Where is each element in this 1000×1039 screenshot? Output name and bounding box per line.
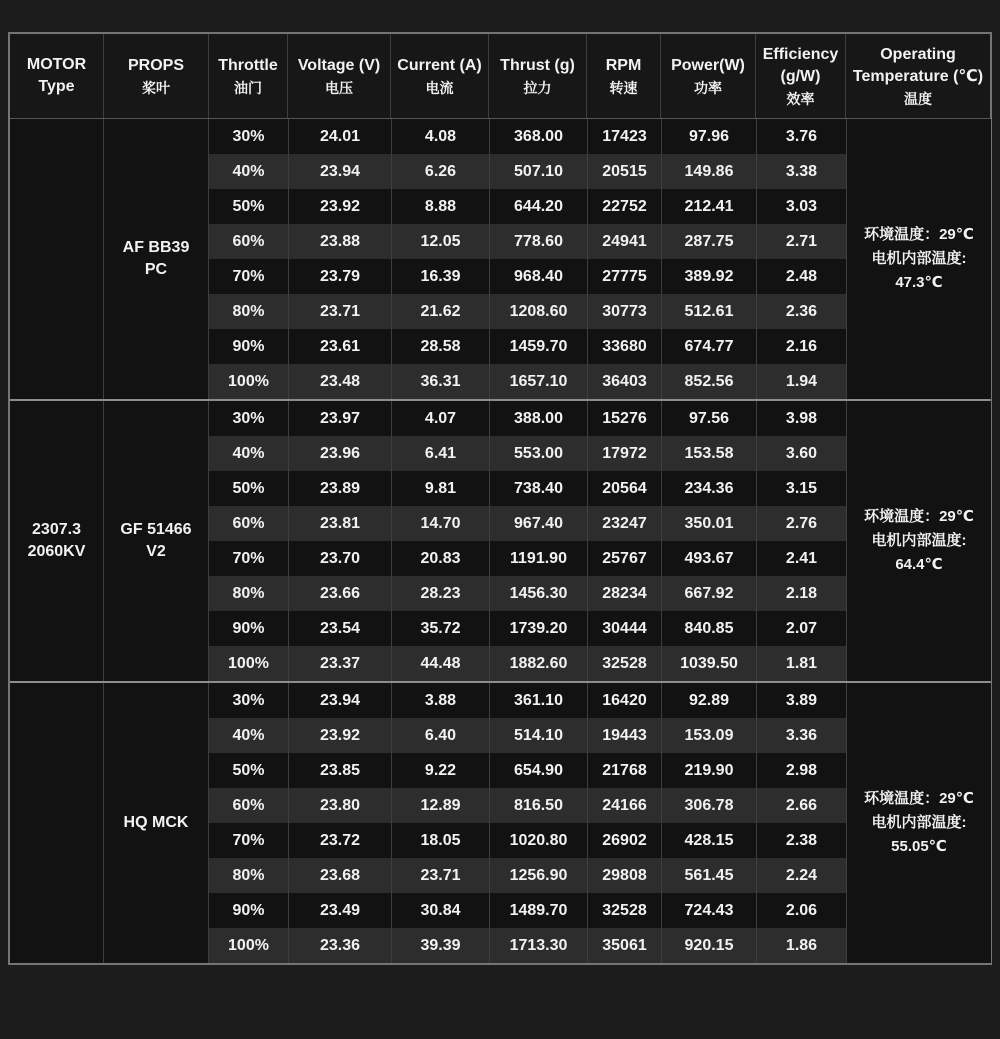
data-row — [209, 119, 846, 154]
data-row — [209, 753, 846, 788]
cell-rpm: 22752 — [587, 189, 661, 224]
data-row — [209, 683, 846, 718]
cell-efficiency: 2.06 — [756, 893, 846, 928]
cell-thrust: 1191.90 — [489, 541, 587, 576]
cell-efficiency: 2.76 — [756, 506, 846, 541]
cell-throttle: 80% — [232, 302, 265, 320]
cell-efficiency: 1.94 — [756, 364, 846, 399]
data-row — [209, 576, 846, 611]
throttle-data-rows — [208, 683, 846, 963]
cell-power: 840.85 — [661, 611, 756, 646]
cell-thrust: 514.10 — [489, 718, 587, 753]
data-row — [209, 788, 846, 823]
header-label-en: Current (A) — [397, 56, 482, 74]
header-label-en: Efficiency — [762, 45, 839, 63]
data-row — [209, 506, 846, 541]
cell-throttle: 60% — [232, 796, 265, 814]
cell-voltage: 23.61 — [288, 329, 391, 364]
temperature-line: 环境温度：29℃ — [864, 226, 974, 243]
cell-thrust: 816.50 — [489, 788, 587, 823]
cell-rpm: 27775 — [587, 259, 661, 294]
cell-voltage: 23.79 — [288, 259, 391, 294]
cell-rpm: 15276 — [587, 401, 661, 436]
temperature-line: 环境温度：29℃ — [864, 508, 974, 525]
cell-rpm: 24166 — [587, 788, 661, 823]
header-label-cn: 转速 — [609, 79, 638, 96]
cell-throttle: 40% — [232, 162, 265, 180]
cell-power: 428.15 — [661, 823, 756, 858]
cell-current: 8.88 — [391, 189, 489, 224]
cell-efficiency: 2.98 — [756, 753, 846, 788]
data-row — [209, 294, 846, 329]
cell-throttle: 30% — [232, 409, 265, 427]
cell-throttle: 60% — [232, 232, 265, 250]
data-row — [209, 928, 846, 963]
column-header-voltage — [287, 34, 390, 118]
cell-efficiency: 3.89 — [756, 683, 846, 718]
temperature-line: 64.4℃ — [895, 556, 943, 573]
cell-efficiency: 3.38 — [756, 154, 846, 189]
cell-efficiency: 2.07 — [756, 611, 846, 646]
column-header-throttle — [208, 34, 287, 118]
header-label-cn: 桨叶 — [142, 79, 170, 96]
data-row — [209, 224, 846, 259]
cell-thrust: 738.40 — [489, 471, 587, 506]
cell-power: 287.75 — [661, 224, 756, 259]
cell-throttle: 90% — [232, 619, 265, 637]
table-header-row — [10, 34, 990, 119]
cell-current: 36.31 — [391, 364, 489, 399]
data-row — [209, 858, 846, 893]
motor-type-cell — [10, 683, 103, 963]
column-header-efficiency — [755, 34, 845, 118]
cell-voltage: 23.94 — [288, 683, 391, 718]
cell-power: 389.92 — [661, 259, 756, 294]
cell-power: 724.43 — [661, 893, 756, 928]
cell-voltage: 23.49 — [288, 893, 391, 928]
cell-voltage: 23.72 — [288, 823, 391, 858]
column-header-power — [660, 34, 755, 118]
column-header-operating-temperature — [845, 34, 990, 118]
cell-current: 4.07 — [391, 401, 489, 436]
cell-current: 4.08 — [391, 119, 489, 154]
data-row — [209, 329, 846, 364]
cell-thrust: 1489.70 — [489, 893, 587, 928]
props-name-line: AF BB39 — [122, 239, 190, 256]
column-header-rpm — [586, 34, 660, 118]
cell-thrust: 644.20 — [489, 189, 587, 224]
cell-current: 23.71 — [391, 858, 489, 893]
header-label-cn: 电压 — [325, 79, 353, 96]
temperature-line: 环境温度：29℃ — [864, 790, 974, 807]
cell-current: 12.89 — [391, 788, 489, 823]
cell-rpm: 32528 — [587, 646, 661, 681]
cell-rpm: 20515 — [587, 154, 661, 189]
cell-thrust: 368.00 — [489, 119, 587, 154]
cell-current: 21.62 — [391, 294, 489, 329]
cell-voltage: 23.54 — [288, 611, 391, 646]
cell-rpm: 24941 — [587, 224, 661, 259]
operating-temperature-cell — [846, 683, 991, 963]
cell-current: 20.83 — [391, 541, 489, 576]
cell-efficiency: 2.36 — [756, 294, 846, 329]
cell-current: 6.41 — [391, 436, 489, 471]
cell-current: 18.05 — [391, 823, 489, 858]
cell-throttle: 100% — [228, 936, 269, 954]
cell-current: 39.39 — [391, 928, 489, 963]
header-label-en: Temperature (℃) — [852, 67, 984, 85]
cell-throttle: 100% — [228, 372, 269, 390]
cell-efficiency: 1.86 — [756, 928, 846, 963]
cell-rpm: 20564 — [587, 471, 661, 506]
props-name-line: HQ MCK — [123, 814, 189, 831]
props-name-line: V2 — [146, 543, 166, 560]
cell-power: 1039.50 — [661, 646, 756, 681]
cell-current: 30.84 — [391, 893, 489, 928]
cell-voltage: 23.88 — [288, 224, 391, 259]
cell-voltage: 23.92 — [288, 718, 391, 753]
data-row — [209, 893, 846, 928]
header-label-en: Throttle — [218, 56, 278, 74]
prop-section-2 — [10, 399, 990, 681]
cell-voltage: 23.68 — [288, 858, 391, 893]
cell-rpm: 36403 — [587, 364, 661, 399]
cell-efficiency: 2.71 — [756, 224, 846, 259]
cell-efficiency: 3.03 — [756, 189, 846, 224]
cell-throttle: 70% — [232, 267, 265, 285]
cell-thrust: 388.00 — [489, 401, 587, 436]
cell-throttle: 50% — [232, 479, 265, 497]
cell-thrust: 1657.10 — [489, 364, 587, 399]
cell-thrust: 361.10 — [489, 683, 587, 718]
temperature-line: 电机内部温度: — [871, 814, 967, 831]
cell-throttle: 70% — [232, 549, 265, 567]
cell-voltage: 23.94 — [288, 154, 391, 189]
header-label-en: MOTOR — [26, 56, 87, 73]
cell-throttle: 70% — [232, 831, 265, 849]
header-label-cn: 功率 — [694, 79, 722, 96]
cell-voltage: 23.96 — [288, 436, 391, 471]
cell-thrust: 1882.60 — [489, 646, 587, 681]
cell-rpm: 29808 — [587, 858, 661, 893]
cell-thrust: 967.40 — [489, 506, 587, 541]
props-name-line: PC — [144, 261, 168, 278]
cell-current: 9.22 — [391, 753, 489, 788]
data-row — [209, 541, 846, 576]
throttle-data-rows — [208, 401, 846, 681]
cell-power: 97.56 — [661, 401, 756, 436]
column-header-thrust — [488, 34, 586, 118]
data-row — [209, 259, 846, 294]
cell-rpm: 23247 — [587, 506, 661, 541]
throttle-data-rows — [208, 119, 846, 399]
cell-thrust: 553.00 — [489, 436, 587, 471]
cell-rpm: 17972 — [587, 436, 661, 471]
cell-voltage: 23.80 — [288, 788, 391, 823]
cell-voltage: 23.66 — [288, 576, 391, 611]
cell-current: 3.88 — [391, 683, 489, 718]
cell-rpm: 25767 — [587, 541, 661, 576]
column-header-props — [103, 34, 208, 118]
header-label-en: Power(W) — [671, 56, 745, 74]
cell-rpm: 16420 — [587, 683, 661, 718]
cell-thrust: 778.60 — [489, 224, 587, 259]
cell-current: 28.23 — [391, 576, 489, 611]
cell-thrust: 1713.30 — [489, 928, 587, 963]
data-row — [209, 436, 846, 471]
header-label-en: Operating — [880, 45, 956, 63]
cell-power: 493.67 — [661, 541, 756, 576]
data-row — [209, 646, 846, 681]
cell-power: 350.01 — [661, 506, 756, 541]
table-body — [10, 119, 990, 963]
cell-thrust: 1256.90 — [489, 858, 587, 893]
motor-type-cell — [10, 401, 103, 681]
cell-efficiency: 3.98 — [756, 401, 846, 436]
data-row — [209, 471, 846, 506]
cell-voltage: 23.81 — [288, 506, 391, 541]
header-label-cn: 效率 — [786, 90, 815, 107]
cell-current: 6.26 — [391, 154, 489, 189]
cell-throttle: 60% — [232, 514, 265, 532]
cell-throttle: 80% — [232, 584, 265, 602]
cell-efficiency: 2.18 — [756, 576, 846, 611]
temperature-line: 电机内部温度: — [871, 250, 967, 267]
temperature-line: 电机内部温度: — [871, 532, 967, 549]
cell-throttle: 30% — [232, 691, 265, 709]
cell-efficiency: 2.66 — [756, 788, 846, 823]
cell-efficiency: 3.36 — [756, 718, 846, 753]
cell-power: 153.09 — [661, 718, 756, 753]
props-cell — [103, 401, 208, 681]
cell-efficiency: 2.16 — [756, 329, 846, 364]
cell-throttle: 90% — [232, 337, 265, 355]
cell-power: 149.86 — [661, 154, 756, 189]
header-label-en: Voltage (V) — [297, 56, 381, 74]
motor-type-line: 2060KV — [27, 543, 86, 560]
cell-power: 920.15 — [661, 928, 756, 963]
props-name-line: GF 51466 — [120, 521, 192, 538]
cell-power: 561.45 — [661, 858, 756, 893]
cell-power: 667.92 — [661, 576, 756, 611]
cell-thrust: 1208.60 — [489, 294, 587, 329]
header-label-en: Type — [38, 78, 75, 95]
cell-throttle: 50% — [232, 197, 265, 215]
cell-efficiency: 3.15 — [756, 471, 846, 506]
data-row — [209, 154, 846, 189]
cell-rpm: 33680 — [587, 329, 661, 364]
motor-type-line: 2307.3 — [32, 521, 81, 538]
cell-rpm: 30444 — [587, 611, 661, 646]
props-cell — [103, 119, 208, 399]
operating-temperature-cell — [846, 119, 991, 399]
cell-voltage: 23.71 — [288, 294, 391, 329]
cell-efficiency: 2.41 — [756, 541, 846, 576]
cell-throttle: 90% — [232, 901, 265, 919]
cell-efficiency: 2.48 — [756, 259, 846, 294]
cell-power: 306.78 — [661, 788, 756, 823]
data-row — [209, 718, 846, 753]
cell-rpm: 19443 — [587, 718, 661, 753]
header-label-cn: 电流 — [425, 79, 454, 96]
cell-power: 212.41 — [661, 189, 756, 224]
cell-voltage: 24.01 — [288, 119, 391, 154]
header-label-cn: 油门 — [234, 79, 262, 96]
cell-rpm: 35061 — [587, 928, 661, 963]
cell-rpm: 26902 — [587, 823, 661, 858]
cell-rpm: 32528 — [587, 893, 661, 928]
cell-current: 9.81 — [391, 471, 489, 506]
prop-section-1 — [10, 119, 990, 399]
cell-rpm: 17423 — [587, 119, 661, 154]
temperature-line: 55.05℃ — [891, 838, 947, 855]
data-row — [209, 611, 846, 646]
column-header-motor-type — [10, 34, 103, 118]
props-cell — [103, 683, 208, 963]
cell-throttle: 40% — [232, 726, 265, 744]
cell-current: 44.48 — [391, 646, 489, 681]
cell-thrust: 654.90 — [489, 753, 587, 788]
cell-current: 16.39 — [391, 259, 489, 294]
operating-temperature-cell — [846, 401, 991, 681]
temperature-line: 47.3℃ — [895, 274, 943, 291]
cell-current: 35.72 — [391, 611, 489, 646]
cell-efficiency: 3.60 — [756, 436, 846, 471]
cell-rpm: 21768 — [587, 753, 661, 788]
cell-current: 28.58 — [391, 329, 489, 364]
data-row — [209, 364, 846, 399]
cell-thrust: 1020.80 — [489, 823, 587, 858]
cell-voltage: 23.36 — [288, 928, 391, 963]
cell-thrust: 1459.70 — [489, 329, 587, 364]
cell-power: 92.89 — [661, 683, 756, 718]
cell-thrust: 1739.20 — [489, 611, 587, 646]
cell-power: 674.77 — [661, 329, 756, 364]
cell-voltage: 23.48 — [288, 364, 391, 399]
cell-thrust: 1456.30 — [489, 576, 587, 611]
header-label-en: Thrust (g) — [500, 56, 575, 74]
cell-throttle: 50% — [232, 761, 265, 779]
cell-rpm: 28234 — [587, 576, 661, 611]
cell-power: 97.96 — [661, 119, 756, 154]
cell-power: 512.61 — [661, 294, 756, 329]
motor-type-cell — [10, 119, 103, 399]
cell-voltage: 23.92 — [288, 189, 391, 224]
cell-power: 219.90 — [661, 753, 756, 788]
cell-thrust: 507.10 — [489, 154, 587, 189]
data-row — [209, 401, 846, 436]
cell-rpm: 30773 — [587, 294, 661, 329]
header-label-cn: 拉力 — [523, 79, 552, 96]
column-header-current — [390, 34, 488, 118]
cell-power: 234.36 — [661, 471, 756, 506]
cell-efficiency: 2.38 — [756, 823, 846, 858]
cell-power: 153.58 — [661, 436, 756, 471]
cell-throttle: 40% — [232, 444, 265, 462]
cell-voltage: 23.89 — [288, 471, 391, 506]
cell-efficiency: 3.76 — [756, 119, 846, 154]
header-label-en: RPM — [605, 56, 642, 74]
cell-efficiency: 1.81 — [756, 646, 846, 681]
data-row — [209, 823, 846, 858]
cell-power: 852.56 — [661, 364, 756, 399]
cell-voltage: 23.97 — [288, 401, 391, 436]
cell-current: 6.40 — [391, 718, 489, 753]
cell-voltage: 23.85 — [288, 753, 391, 788]
cell-throttle: 100% — [228, 654, 269, 672]
cell-throttle: 30% — [232, 127, 265, 145]
prop-section-3 — [10, 681, 990, 963]
header-label-en: PROPS — [127, 56, 184, 74]
cell-throttle: 80% — [232, 866, 265, 884]
cell-current: 12.05 — [391, 224, 489, 259]
cell-current: 14.70 — [391, 506, 489, 541]
cell-voltage: 23.70 — [288, 541, 391, 576]
data-row — [209, 189, 846, 224]
cell-thrust: 968.40 — [489, 259, 587, 294]
motor-test-table — [8, 32, 992, 965]
cell-voltage: 23.37 — [288, 646, 391, 681]
header-label-cn: 温度 — [904, 90, 932, 107]
header-label-en: (g/W) — [780, 67, 821, 85]
cell-efficiency: 2.24 — [756, 858, 846, 893]
